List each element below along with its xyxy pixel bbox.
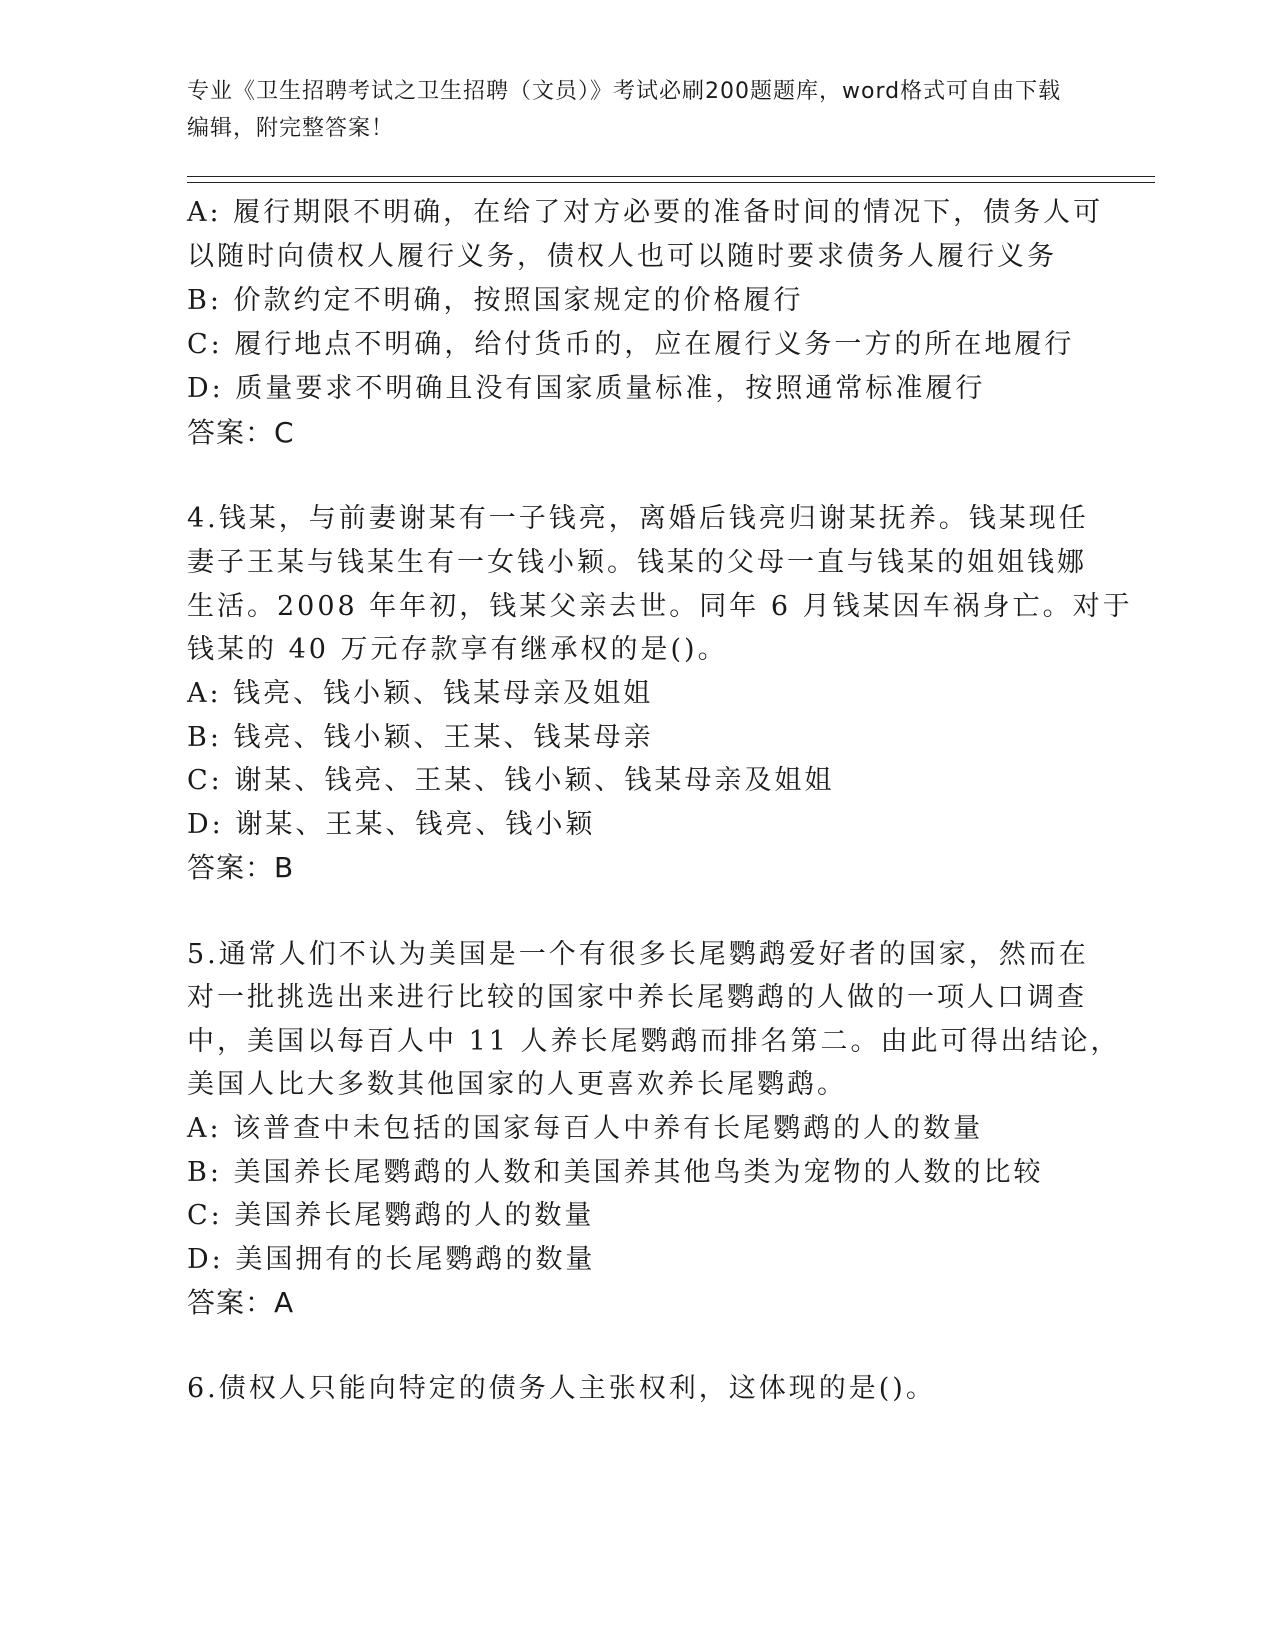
q5-option-a: A: 该普查中未包括的国家每百人中养有长尾鹦鹉的人的数量	[187, 1113, 984, 1144]
q5-option-c: C: 美国养长尾鹦鹉的人的数量	[187, 1200, 595, 1231]
q5-stem-line3: 中，美国以每百人中 11 人养长尾鹦鹉而排名第二。由此可得出结论，	[187, 1026, 1121, 1057]
q4-option-a: A: 钱亮、钱小颖、钱某母亲及姐姐	[187, 678, 654, 709]
q6-stem-line1: 6.债权人只能向特定的债务人主张权利，这体现的是()。	[187, 1373, 936, 1404]
q3-option-a-line2: 以随时向债权人履行义务，债权人也可以随时要求债务人履行义务	[187, 241, 1057, 272]
q3-option-d: D: 质量要求不明确且没有国家质量标准，按照通常标准履行	[187, 373, 986, 404]
header-divider-top	[187, 176, 1155, 177]
q4-stem-line2: 妻子王某与钱某生有一女钱小颖。钱某的父母一直与钱某的姐姐钱娜	[187, 547, 1087, 578]
q5-option-b: B: 美国养长尾鹦鹉的人数和美国养其他鸟类为宠物的人数的比较	[187, 1157, 1044, 1188]
q4-option-c: C: 谢某、钱亮、王某、钱小颖、钱某母亲及姐姐	[187, 765, 835, 796]
q5-stem-line2: 对一批挑选出来进行比较的国家中养长尾鹦鹉的人做的一项人口调查	[187, 982, 1087, 1013]
q3-option-a-line1: A: 履行期限不明确，在给了对方必要的准备时间的情况下，债务人可	[187, 197, 1104, 228]
q5-stem-line1: 5.通常人们不认为美国是一个有很多长尾鹦鹉爱好者的国家，然而在	[187, 939, 1089, 970]
header-divider-bottom	[187, 182, 1155, 183]
q4-stem-line1: 4.钱某，与前妻谢某有一子钱亮，离婚后钱亮归谢某抚养。钱某现任	[187, 503, 1089, 534]
q4-stem-line4: 钱某的 40 万元存款享有继承权的是()。	[187, 634, 728, 665]
document-header: 专业《卫生招聘考试之卫生招聘（文员）》考试必刷200题题库，word格式可自由下载编辑，附完整答案！	[187, 79, 1062, 141]
q4-option-b: B: 钱亮、钱小颖、王某、钱某母亲	[187, 722, 654, 753]
q3-option-c: C: 履行地点不明确，给付货币的，应在履行义务一方的所在地履行	[187, 329, 1075, 360]
q3-option-b: B: 价款约定不明确，按照国家规定的价格履行	[187, 285, 804, 316]
q5-option-d: D: 美国拥有的长尾鹦鹉的数量	[187, 1244, 596, 1275]
q5-stem-line4: 美国人比大多数其他国家的人更喜欢养长尾鹦鹉。	[187, 1069, 847, 1100]
q4-stem-line3: 生活。2008 年年初，钱某父亲去世。同年 6 月钱某因车祸身亡。对于	[187, 591, 1133, 622]
q3-answer: 答案：C	[187, 416, 295, 449]
q5-answer: 答案：A	[187, 1286, 295, 1319]
q4-option-d: D: 谢某、王某、钱亮、钱小颖	[187, 809, 596, 840]
q4-answer: 答案：B	[187, 851, 295, 884]
